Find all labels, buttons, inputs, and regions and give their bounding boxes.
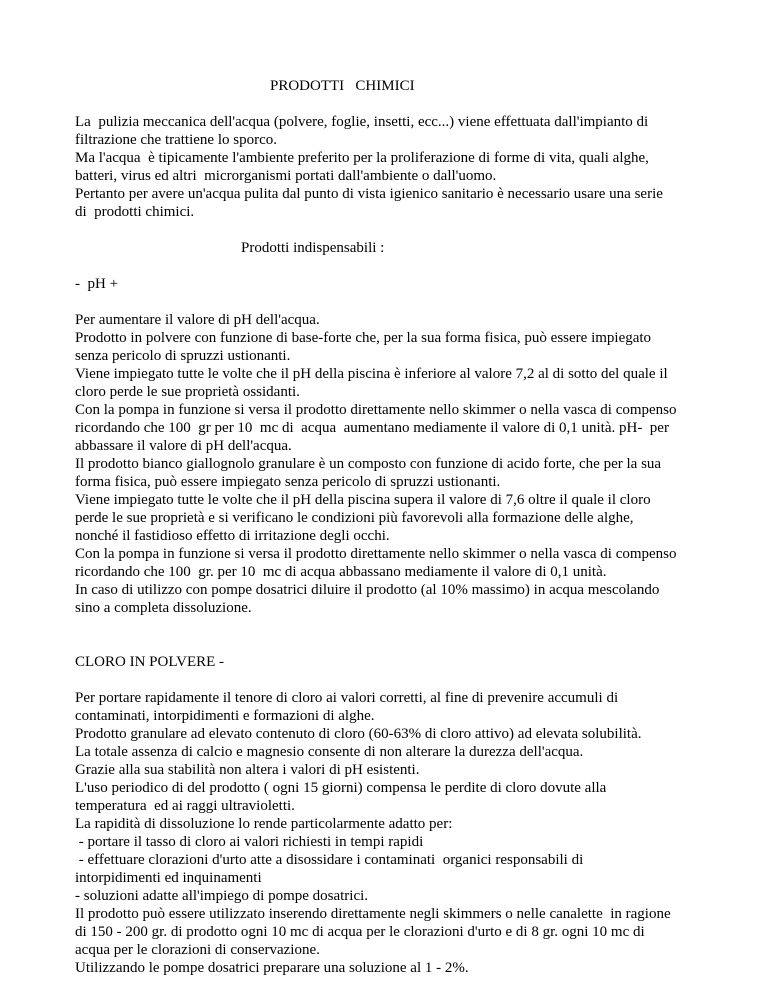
text-line: abbassare il valore di pH dell'acqua.	[75, 438, 292, 454]
spacer	[75, 221, 715, 239]
text-line: sino a completa dissoluzione.	[75, 600, 252, 616]
text-line: Ma l'acqua è tipicamente l'ambiente preferito per la proliferazione di forme di vita, quali alghe,	[75, 150, 649, 166]
spacer	[75, 293, 715, 311]
text-line: Con la pompa in funzione si versa il prodotto direttamente nello skimmer o nella vasca di compenso	[75, 402, 677, 418]
spacer	[75, 671, 715, 689]
text-line: Utilizzando le pompe dosatrici preparare una soluzione al 1 - 2%.	[75, 960, 469, 976]
text-line: di prodotti chimici.	[75, 204, 195, 220]
text-line: Con la pompa in funzione si versa il prodotto direttamente nello skimmer o nella vasca di compenso	[75, 546, 677, 562]
text-line: Pertanto per avere un'acqua pulita dal punto di vista igienico sanitario è necessario usare una serie	[75, 186, 663, 202]
text-line: - portare il tasso di cloro ai valori richiesti in tempi rapidi	[75, 834, 424, 850]
intro-paragraph	[75, 113, 715, 221]
text-line: Per portare rapidamente il tenore di cloro ai valori corretti, al fine di prevenire accumuli di	[75, 690, 619, 706]
page-title: PRODOTTI CHIMICI	[270, 78, 415, 94]
cloro-section-paragraph	[75, 689, 715, 977]
text-line: - effettuare clorazioni d'urto atte a disossidare i contaminati organici responsabili di	[75, 852, 584, 868]
text-line: perde le sue proprietà e si verificano le condizioni più favorevoli alla formazione delle alghe,	[75, 510, 634, 526]
text-line: Grazie alla sua stabilità non altera i valori di pH esistenti.	[75, 762, 420, 778]
text-line: Viene impiegato tutte le volte che il pH della piscina è inferiore al valore 7,2 al di sotto del quale il	[75, 366, 668, 382]
section-subtitle: Prodotti indispensabili :	[241, 240, 385, 256]
text-line: intorpidimenti ed inquinamenti	[75, 870, 262, 886]
text-line: La totale assenza di calcio e magnesio consente di non alterare la durezza dell'acqua.	[75, 744, 584, 760]
text-line: senza pericolo di spruzzi ustionanti.	[75, 348, 291, 364]
text-line: Per aumentare il valore di pH dell'acqua.	[75, 312, 320, 328]
cloro-heading: CLORO IN POLVERE -	[75, 654, 225, 670]
ph-plus-heading: - pH +	[75, 276, 119, 292]
text-line: L'uso periodico di del prodotto ( ogni 15 giorni) compensa le perdite di cloro dovute alla	[75, 780, 607, 796]
text-line: In caso di utilizzo con pompe dosatrici diluire il prodotto (al 10% massimo) in acqua mescolando	[75, 582, 660, 598]
text-line: batteri, virus ed altri microrganismi portati dall'ambiente o dall'uomo.	[75, 168, 497, 184]
text-line: filtrazione che trattiene lo sporco.	[75, 132, 277, 148]
text-line: La pulizia meccanica dell'acqua (polvere, foglie, insetti, ecc...) viene effettuata dall'impianto di	[75, 114, 649, 130]
text-line: acqua per le clorazioni di conservazione.	[75, 942, 320, 958]
text-line: ricordando che 100 gr per 10 mc di acqua aumentano mediamente il valore di 0,1 unità. pH- per	[75, 420, 669, 436]
spacer	[75, 95, 715, 113]
spacer	[75, 617, 715, 653]
text-line: Prodotto in polvere con funzione di base-forte che, per la sua forma fisica, può essere impiegato	[75, 330, 652, 346]
text-line: La rapidità di dissoluzione lo rende particolarmente adatto per:	[75, 816, 453, 832]
text-line: contaminati, intorpidimenti e formazioni di alghe.	[75, 708, 375, 724]
text-line: di 150 - 200 gr. di prodotto ogni 10 mc di acqua per le clorazioni d'urto e di 8 gr. ogni 10 mc di	[75, 924, 645, 940]
text-line: Il prodotto può essere utilizzato inserendo direttamente negli skimmers o nelle canalette in ragione	[75, 906, 671, 922]
text-line: Viene impiegato tutte le volte che il pH della piscina supera il valore di 7,6 oltre il quale il cloro	[75, 492, 651, 508]
document-page	[75, 77, 715, 977]
text-line: Prodotto granulare ad elevato contenuto di cloro (60-63% di cloro attivo) ad elevata solubilità.	[75, 726, 642, 742]
text-line: Il prodotto bianco giallognolo granulare è un composto con funzione di acido forte, che per la sua	[75, 456, 662, 472]
text-line: ricordando che 100 gr. per 10 mc di acqua abbassano mediamente il valore di 0,1 unità.	[75, 564, 607, 580]
spacer	[75, 257, 715, 275]
text-line: forma fisica, può essere impiegato senza pericolo di spruzzi ustionanti.	[75, 474, 501, 490]
text-line: cloro perde le sue proprietà ossidanti.	[75, 384, 300, 400]
ph-section-paragraph	[75, 311, 715, 617]
text-line: nonché il fastidioso effetto di irritazione degli occhi.	[75, 528, 390, 544]
text-line: - soluzioni adatte all'impiego di pompe dosatrici.	[75, 888, 369, 904]
text-line: temperatura ed ai raggi ultravioletti.	[75, 798, 295, 814]
